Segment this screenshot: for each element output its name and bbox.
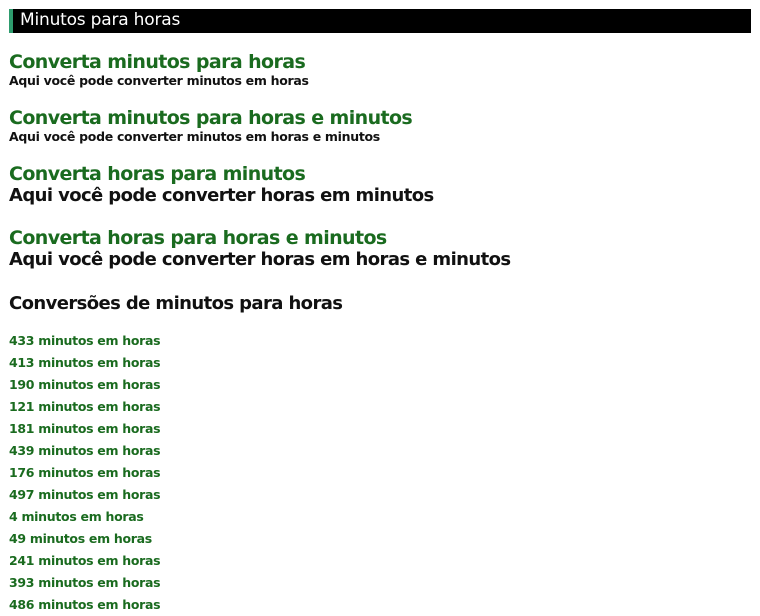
minutes-to-hours-description: Aqui você pode converter minutos em horas xyxy=(9,73,309,88)
conversion-link[interactable]: 393 minutos em horas xyxy=(9,575,161,590)
conversion-link[interactable]: 4 minutos em horas xyxy=(9,509,144,524)
hours-to-minutes-description: Aqui você pode converter horas em minutos xyxy=(9,185,434,206)
conversion-link[interactable]: 190 minutos em horas xyxy=(9,377,161,392)
conversion-link[interactable]: 433 minutos em horas xyxy=(9,333,161,348)
conversion-link[interactable]: 176 minutos em horas xyxy=(9,465,161,480)
conversion-link[interactable]: 486 minutos em horas xyxy=(9,597,161,612)
conversions-heading: Conversões de minutos para horas xyxy=(9,293,343,314)
list-item xyxy=(9,351,160,373)
minutes-to-hours-and-minutes-description: Aqui você pode converter minutos em horas e minutos xyxy=(9,129,380,144)
minutes-to-hours-link[interactable]: Converta minutos para horas xyxy=(9,51,306,73)
conversion-link[interactable]: 121 minutos em horas xyxy=(9,399,161,414)
section-minutes-to-hours-and-minutes xyxy=(9,107,412,144)
conversion-link[interactable]: 439 minutos em horas xyxy=(9,443,161,458)
list-item xyxy=(9,483,160,505)
page-title: Minutos para horas xyxy=(20,10,181,30)
conversion-link[interactable]: 181 minutos em horas xyxy=(9,421,161,436)
hours-to-hours-and-minutes-description: Aqui você pode converter horas em horas e minutos xyxy=(9,249,511,270)
list-item xyxy=(9,527,160,549)
list-item xyxy=(9,329,160,351)
conversion-link[interactable]: 413 minutos em horas xyxy=(9,355,161,370)
section-hours-to-hours-and-minutes xyxy=(9,227,510,270)
list-item xyxy=(9,439,160,461)
conversion-link[interactable]: 241 minutos em horas xyxy=(9,553,161,568)
list-item xyxy=(9,461,160,483)
minutes-to-hours-and-minutes-link[interactable]: Converta minutos para horas e minutos xyxy=(9,107,413,129)
list-item xyxy=(9,571,160,593)
list-item xyxy=(9,417,160,439)
conversions-list xyxy=(9,329,160,615)
conversion-link[interactable]: 49 minutos em horas xyxy=(9,531,152,546)
list-item xyxy=(9,505,160,527)
page-header xyxy=(9,9,751,33)
list-item xyxy=(9,593,160,615)
list-item xyxy=(9,373,160,395)
section-hours-to-minutes xyxy=(9,163,434,206)
section-minutes-to-hours xyxy=(9,51,309,88)
hours-to-hours-and-minutes-link[interactable]: Converta horas para horas e minutos xyxy=(9,227,387,249)
hours-to-minutes-link[interactable]: Converta horas para minutos xyxy=(9,163,306,185)
list-item xyxy=(9,395,160,417)
list-item xyxy=(9,549,160,571)
conversion-link[interactable]: 497 minutos em horas xyxy=(9,487,161,502)
